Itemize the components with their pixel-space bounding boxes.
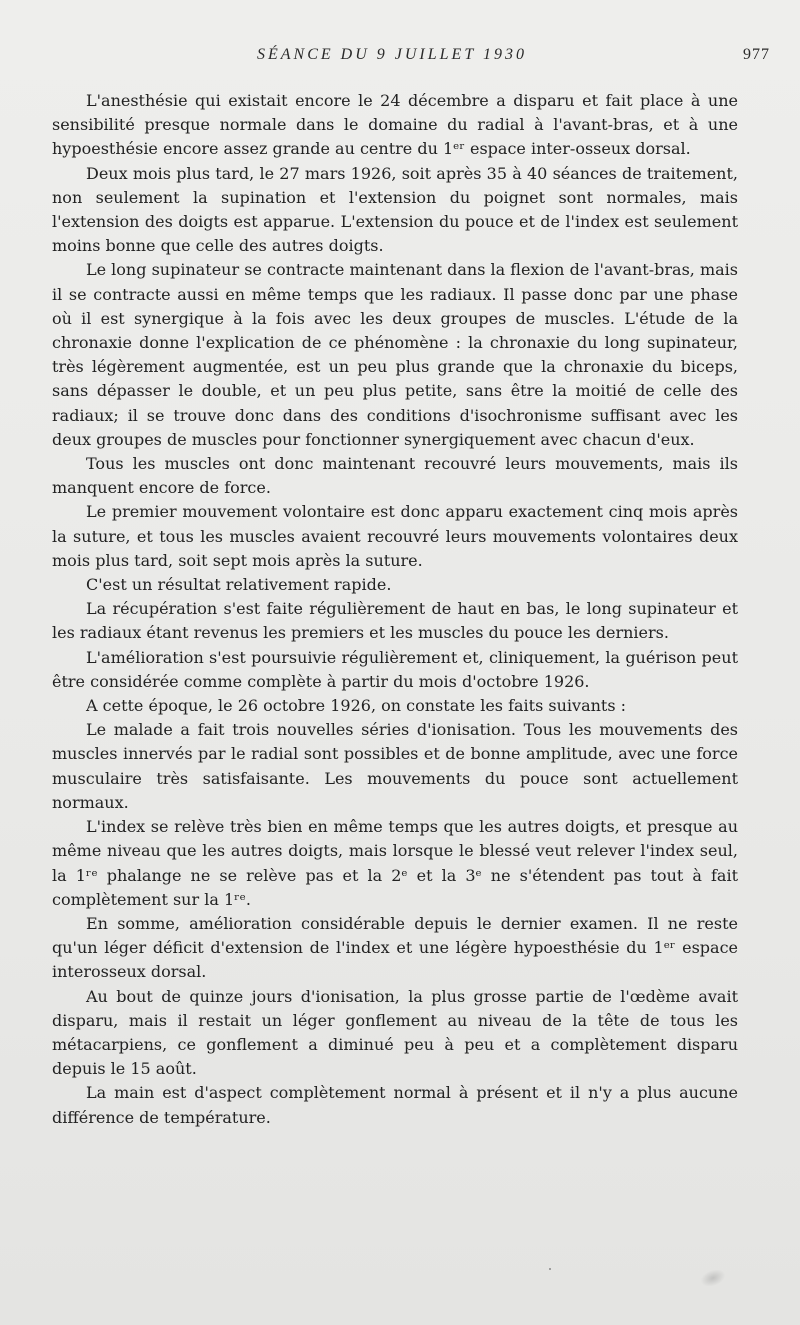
paragraph: Le malade a fait trois nouvelles séries d'ionisation. Tous les mouvements des muscles innervés par le radial sont possibles et de bonne amplitude, avec une force musculaire très satisfaisante. Les mouvements du pouce sont actuellement normaux. xyxy=(52,720,738,812)
paragraph: C'est un résultat relativement rapide. xyxy=(86,575,392,595)
header-title: SÉANCE DU 9 JUILLET 1930 xyxy=(257,46,527,63)
paper-speck xyxy=(549,1268,551,1270)
body-text xyxy=(52,89,738,1130)
paper-smudge xyxy=(698,1266,728,1290)
paragraph: Tous les muscles ont donc maintenant recouvré leurs mouvements, mais ils manquent encore de force. xyxy=(52,454,738,498)
paragraph: Le long supinateur se contracte maintenant dans la flexion de l'avant-bras, mais il se contracte aussi en même temps que les radiaux. Il passe donc par une phase où il est synergique à la fois avec les deux groupes de muscles. L'étude de la chronaxie donne l'explication de ce phénomène : la chronaxie du long supinateur, très légèrement augmentée, est un peu plus grande que la chronaxie du biceps, sans dépasser le double, et un peu plus petite, sans être la moitié de celle des radiaux; il se trouve donc dans des conditions d'isochronisme suffisant avec les deux groupes de muscles pour fonctionner synergiquement avec chacun d'eux. xyxy=(52,260,738,449)
paragraph: En somme, amélioration considérable depuis le dernier examen. Il ne reste qu'un léger déficit d'extension de l'index et une légère hypoesthésie du 1ᵉʳ espace interosseux dorsal. xyxy=(52,913,738,982)
paragraph: Le premier mouvement volontaire est donc apparu exactement cinq mois après la suture, et tous les muscles avaient recouvré leurs mouvements volontaires deux mois plus tard, soit sept mois après la suture. xyxy=(52,502,738,570)
paragraph: Au bout de quinze jours d'ionisation, la plus grosse partie de l'œdème avait disparu, mais il restait un léger gonflement au niveau de la tête de tous les métacarpiens, ce gonflement a diminué peu à peu et a complètement disparu depuis le 15 août. xyxy=(52,986,738,1079)
paragraph: La récupération s'est faite régulièrement de haut en bas, le long supinateur et les radiaux étant revenus les premiers et les muscles du pouce les derniers. xyxy=(52,599,738,643)
paragraph: A cette époque, le 26 octobre 1926, on constate les faits suivants : xyxy=(86,696,627,716)
page-number: 977 xyxy=(743,46,770,63)
paragraph: L'index se relève très bien en même temps que les autres doigts, et presque au même niveau que les autres doigts, mais lorsque le blessé veut relever l'index seul, la 1ʳᵉ phalange ne se relève pas et la 2ᵉ et la 3ᵉ ne s'étendent pas tout à fait complètement sur la 1ʳᵉ. xyxy=(52,817,738,909)
paragraph: L'anesthésie qui existait encore le 24 décembre a disparu et fait place à une sensibilité presque normale dans le domaine du radial à l'avant-bras, et à une hypoesthésie encore assez grande au centre du 1ᵉʳ espace inter-osseux dorsal. xyxy=(52,91,738,159)
paragraph: Deux mois plus tard, le 27 mars 1926, soit après 35 à 40 séances de traitement, non seulement la supination et l'extension du poignet sont normales, mais l'extension des doigts est apparue. L'extension du pouce et de l'index est seulement moins bonne que celle des autres doigts. xyxy=(52,163,738,256)
paragraph: L'amélioration s'est poursuivie régulièrement et, cliniquement, la guérison peut être considérée comme complète à partir du mois d'octobre 1926. xyxy=(52,647,738,691)
paragraph: La main est d'aspect complètement normal à présent et il n'y a plus aucune différence de température. xyxy=(52,1083,738,1127)
running-header xyxy=(0,46,800,70)
